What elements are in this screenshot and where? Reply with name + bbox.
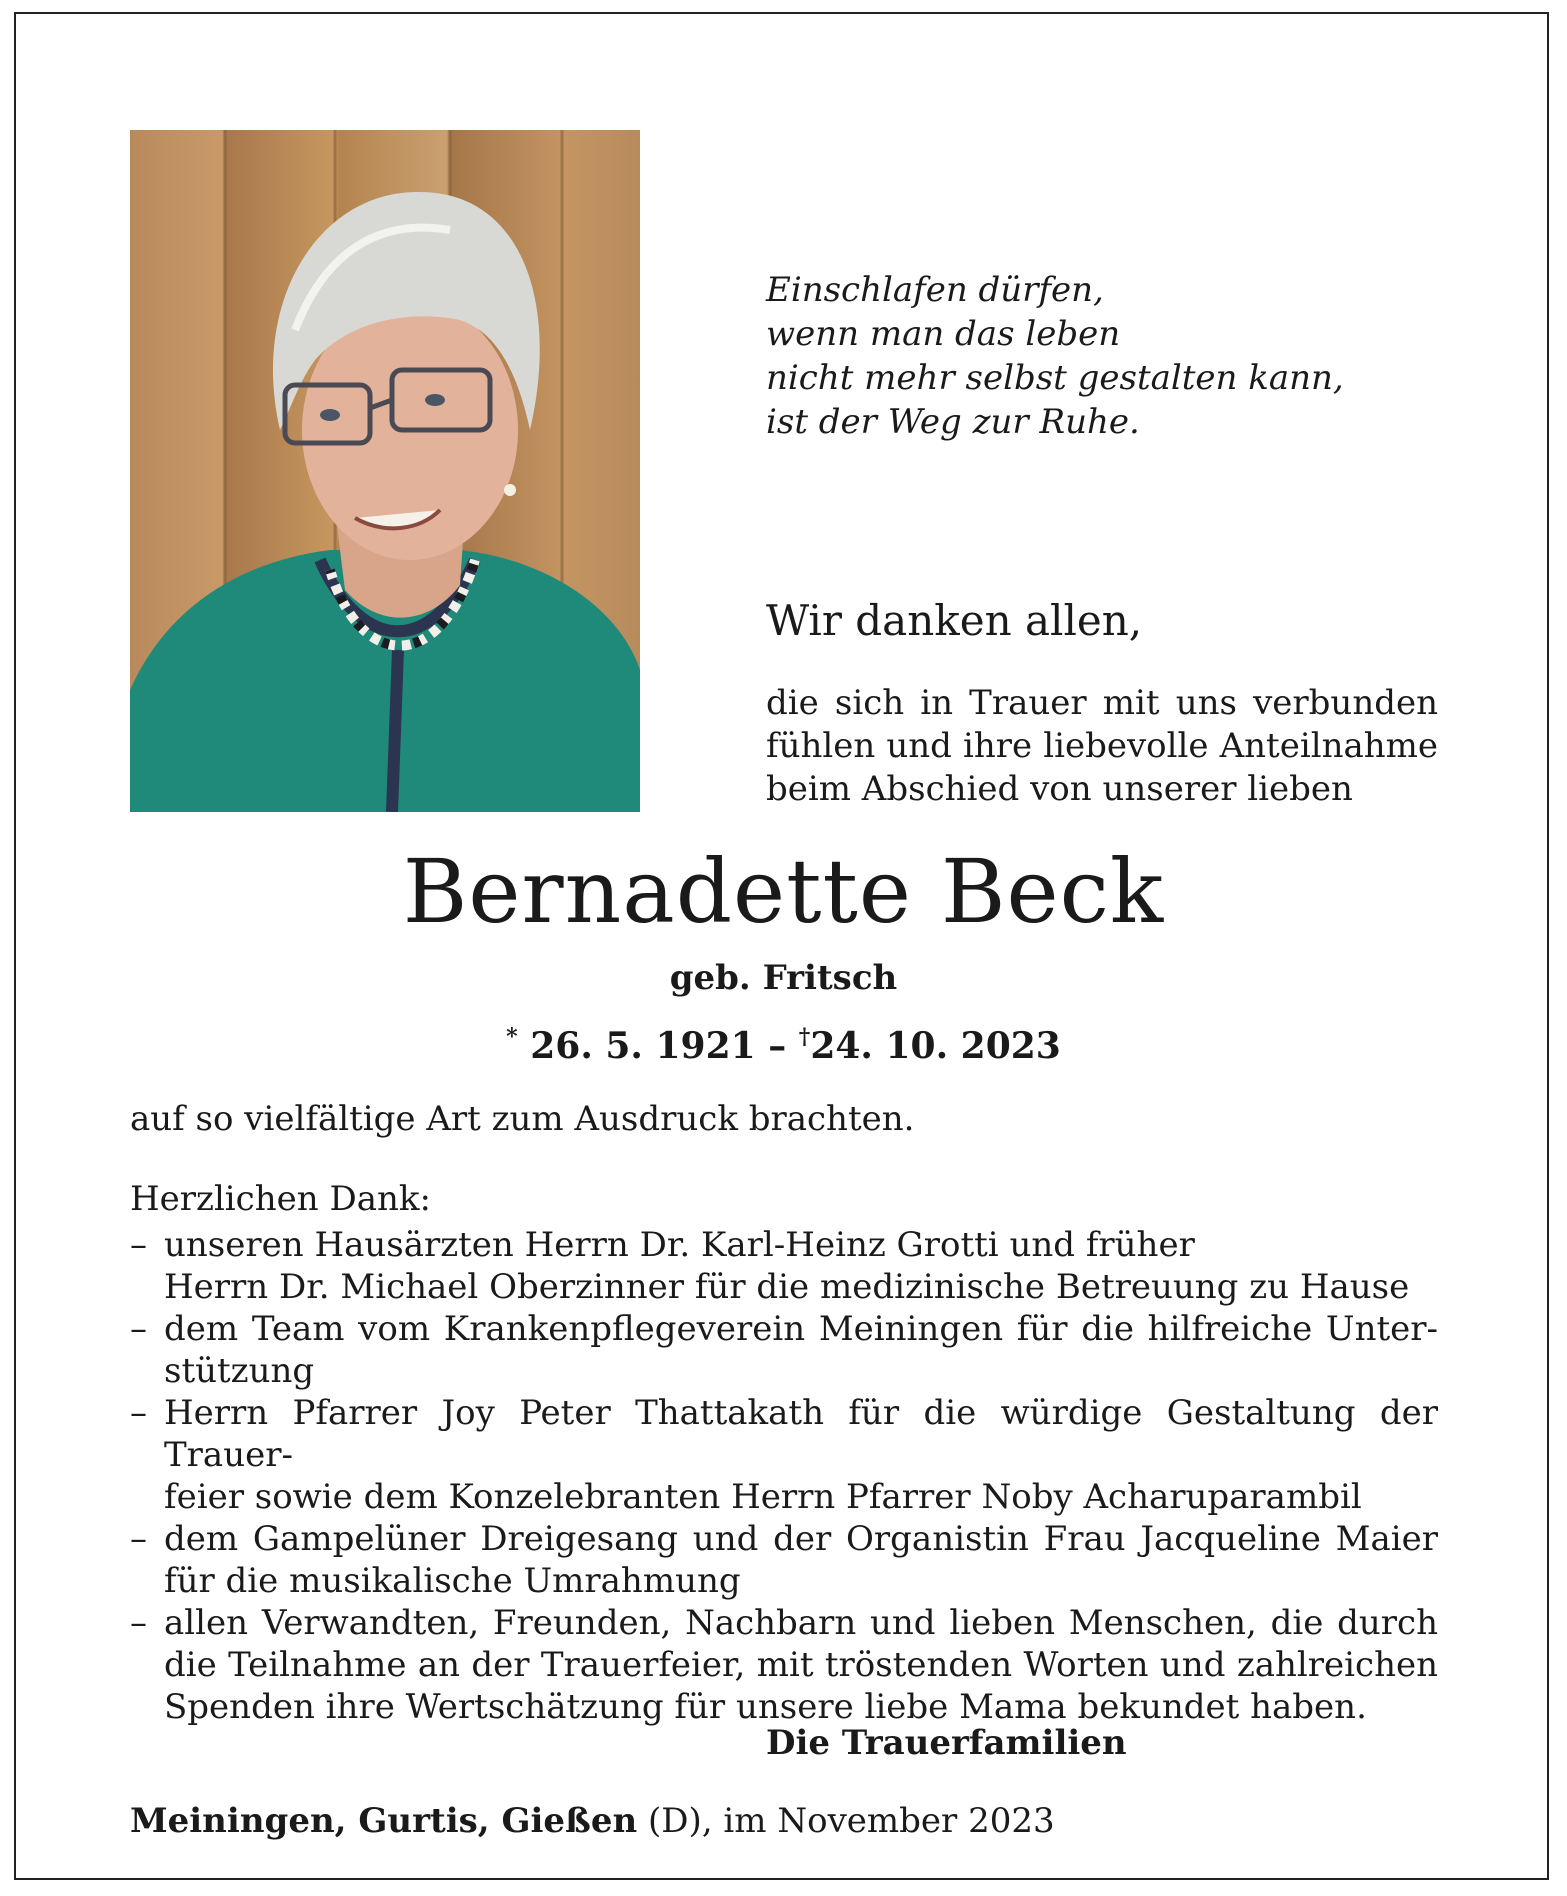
list-dash: – xyxy=(130,1393,147,1433)
portrait-photo xyxy=(130,130,640,812)
list-item-line: Herrn Dr. Michael Oberzinner für die medizinische Betreuung zu Hause xyxy=(164,1267,1410,1307)
list-dash: – xyxy=(130,1519,147,1559)
footer-country-date: (D), im November 2023 xyxy=(648,1801,1055,1841)
list-item xyxy=(130,1224,1438,1308)
birth-symbol: * xyxy=(506,1024,518,1050)
list-item-line: allen Verwandten, Freunden, Nachbarn und lieben Menschen, die durch xyxy=(164,1603,1438,1643)
closing-line: auf so vielfältige Art zum Ausdruck brachten. xyxy=(130,1099,915,1139)
poem-line: Einschlafen dürfen, xyxy=(766,270,1104,310)
list-item xyxy=(130,1308,1438,1392)
birth-name: geb. Fritsch xyxy=(669,958,898,998)
list-item-line: Spenden ihre Wertschätzung für unsere liebe Mama bekundet haben. xyxy=(164,1687,1367,1727)
death-date: 24. 10. 2023 xyxy=(810,1025,1061,1067)
thanks-intro-line: fühlen und ihre liebevolle Anteilnahme xyxy=(766,726,1438,766)
list-item-line: dem Team vom Krankenpflegeverein Meiningen für die hilfreiche Unter- xyxy=(164,1309,1438,1349)
list-item-line: Herrn Pfarrer Joy Peter Thattakath für die würdige Gestaltung der Trauer- xyxy=(164,1393,1438,1475)
thanks-list xyxy=(130,1224,1438,1728)
list-item xyxy=(130,1518,1438,1602)
date-separator: – xyxy=(768,1025,787,1067)
herzlich-heading: Herzlichen Dank: xyxy=(130,1179,431,1219)
list-item-line: dem Gampelüner Dreigesang und der Organistin Frau Jacqueline Maier xyxy=(164,1519,1438,1559)
death-symbol: † xyxy=(798,1024,811,1050)
list-item xyxy=(130,1392,1438,1518)
poem-line: nicht mehr selbst gestalten kann, xyxy=(766,358,1344,398)
list-item-line: die Teilnahme an der Trauerfeier, mit tröstenden Worten und zahlreichen xyxy=(164,1645,1438,1685)
thanks-heading: Wir danken allen, xyxy=(766,596,1143,645)
birth-date: 26. 5. 1921 xyxy=(530,1025,756,1067)
list-item xyxy=(130,1602,1438,1728)
poem xyxy=(766,268,1344,444)
thanks-intro xyxy=(766,682,1438,811)
life-dates xyxy=(0,1016,1567,1067)
list-dash: – xyxy=(130,1603,147,1643)
thanks-intro-line: die sich in Trauer mit uns verbunden xyxy=(766,683,1438,723)
poem-line: wenn man das leben xyxy=(766,314,1121,354)
footer-places: Meiningen, Gurtis, Gießen xyxy=(130,1801,638,1841)
deceased-name: Bernadette Beck xyxy=(402,840,1165,943)
poem-line: ist der Weg zur Ruhe. xyxy=(766,402,1140,442)
list-item-line: unseren Hausärzten Herrn Dr. Karl-Heinz Grotti und früher xyxy=(164,1225,1195,1265)
list-dash: – xyxy=(130,1309,147,1349)
list-item-line: stützung xyxy=(164,1351,315,1391)
footer-place-date xyxy=(130,1800,1055,1842)
signature: Die Trauerfamilien xyxy=(766,1723,1127,1763)
list-dash: – xyxy=(130,1225,147,1265)
thanks-intro-line: beim Abschied von unserer lieben xyxy=(766,769,1353,809)
list-item-line: für die musikalische Umrahmung xyxy=(164,1561,741,1601)
list-item-line: feier sowie dem Konzelebranten Herrn Pfarrer Noby Acharuparambil xyxy=(164,1477,1362,1517)
